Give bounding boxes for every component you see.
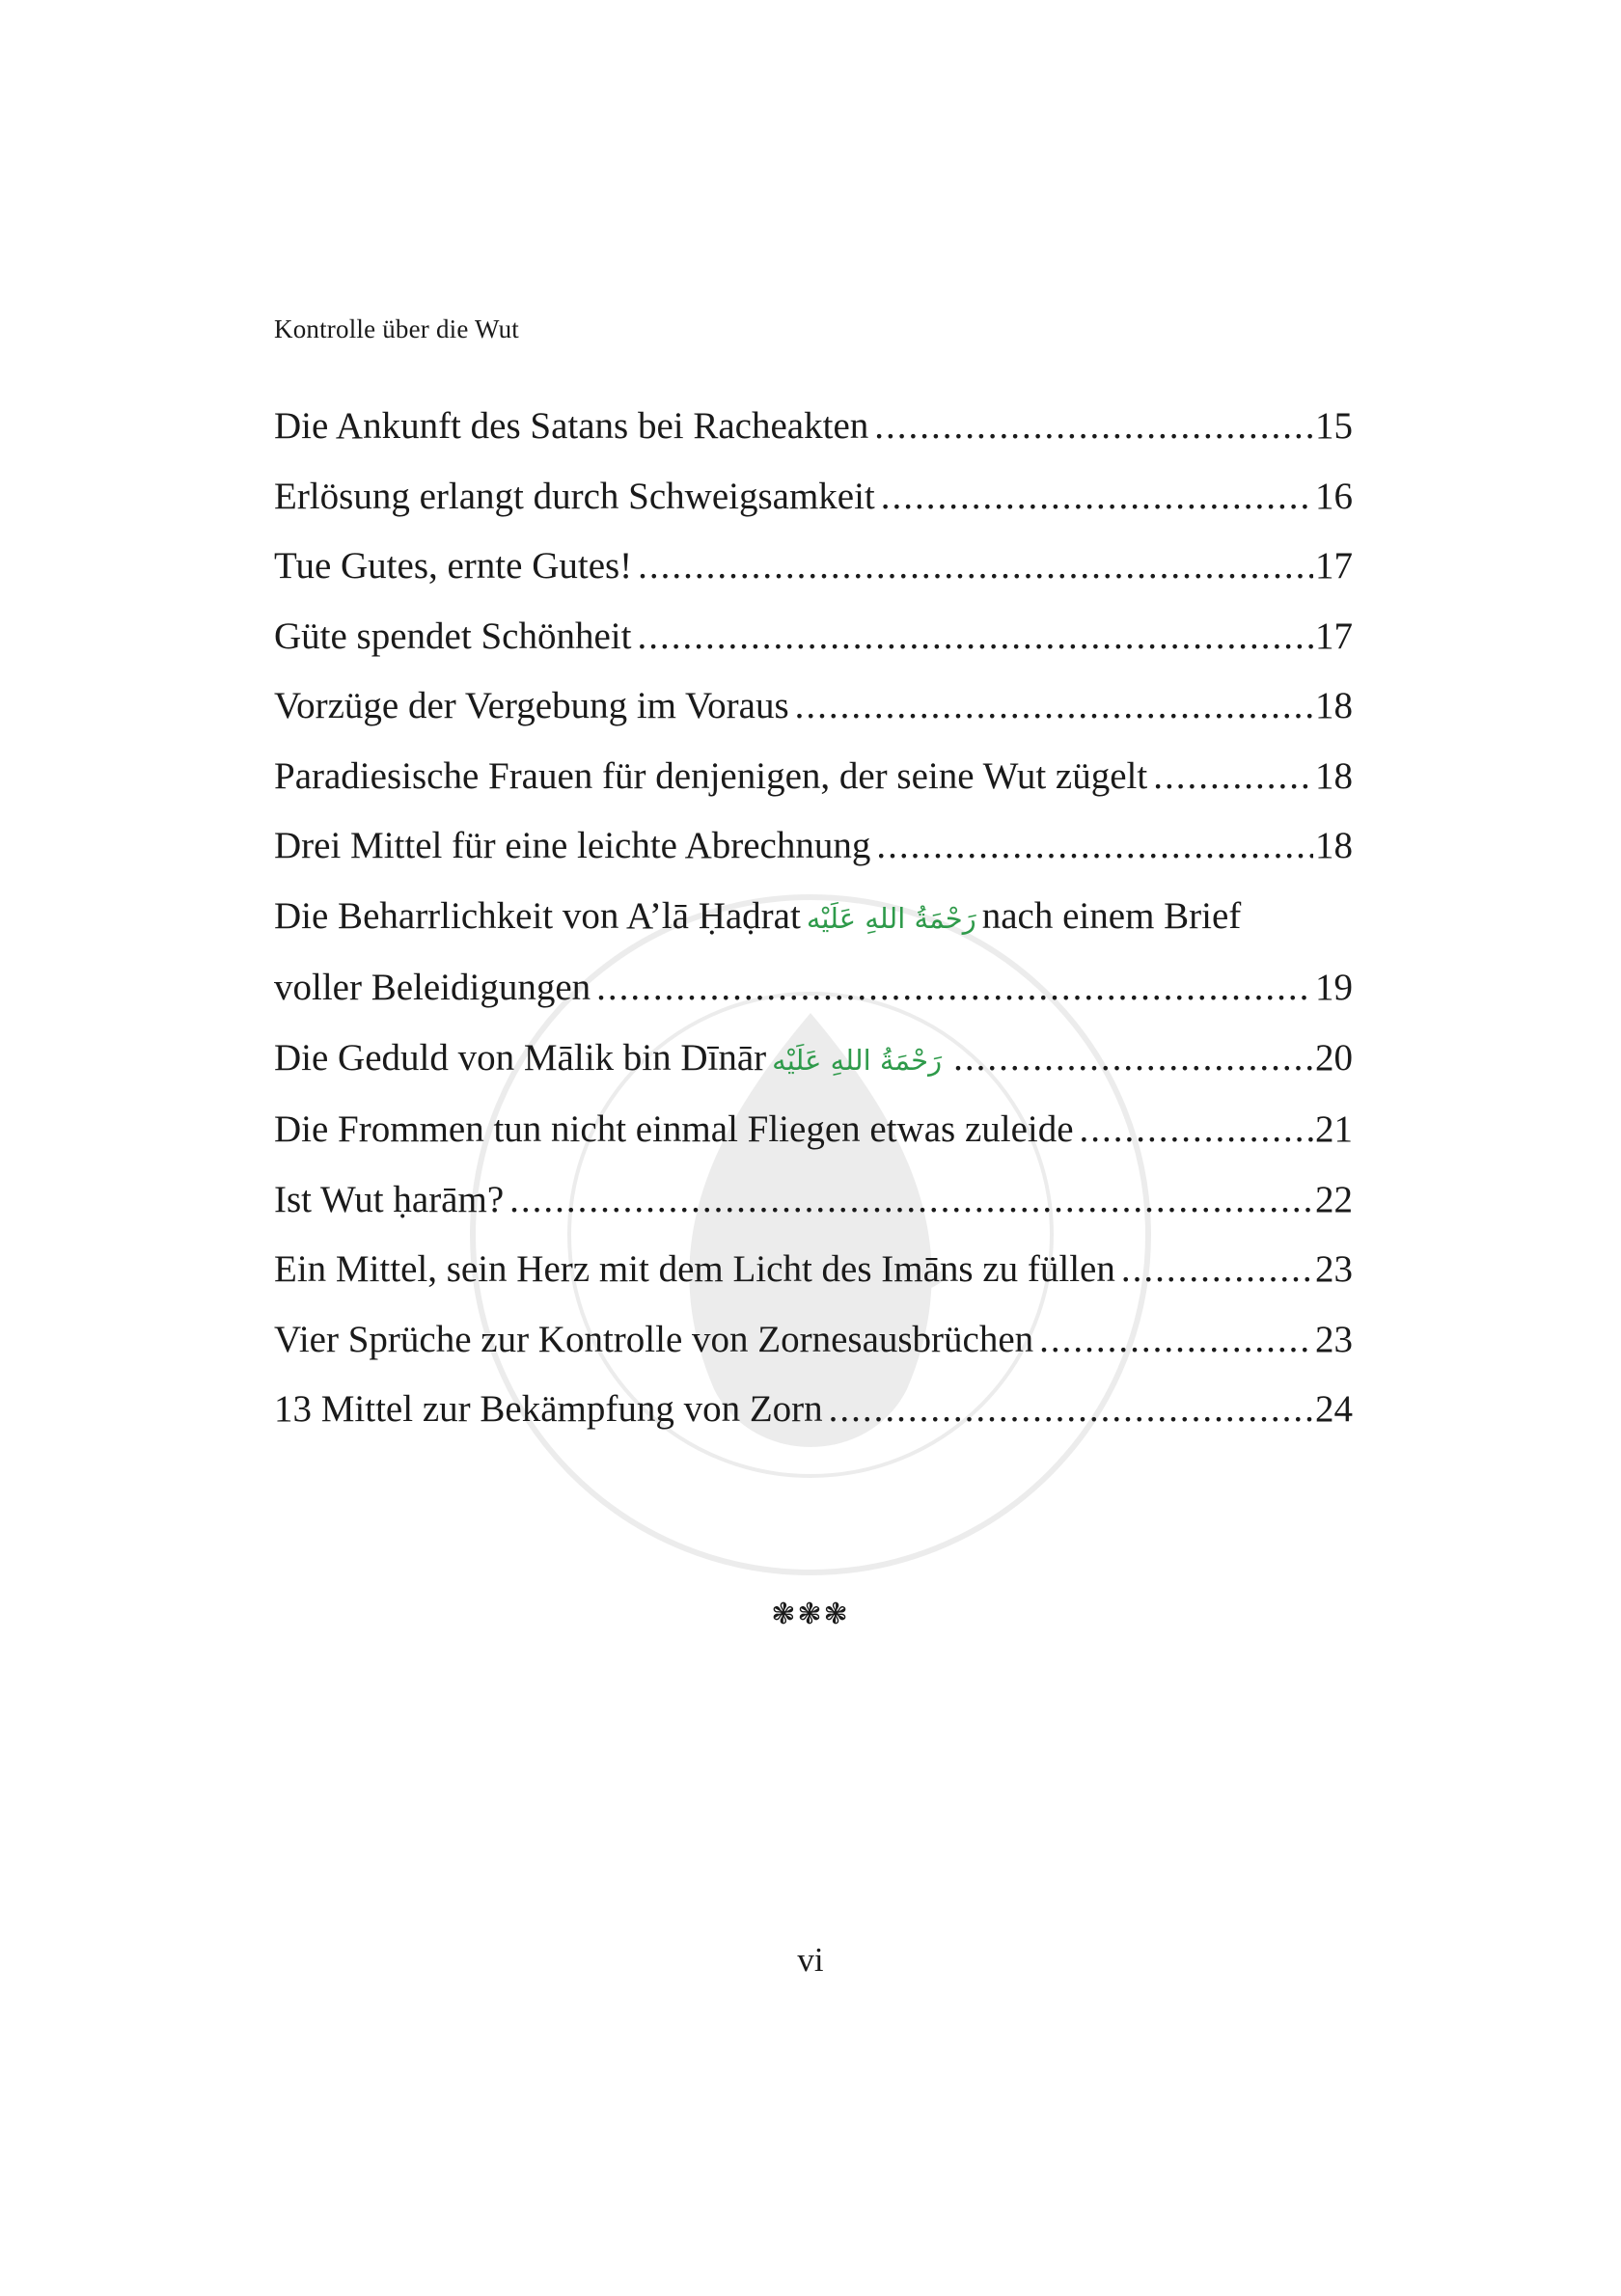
toc-entry-title: Tue Gutes, ernte Gutes! (274, 545, 633, 587)
toc-entry[interactable] (274, 1305, 1353, 1376)
toc-entry-page: 23 (1315, 1318, 1353, 1360)
toc-entry[interactable] (274, 1165, 1353, 1236)
dot-leader (1080, 1095, 1313, 1165)
toc-entry-second-line (274, 953, 1353, 1024)
toc-entry-page: 16 (1315, 475, 1353, 517)
toc-entry-title: voller Beleidigungen (274, 967, 591, 1008)
toc-entry-title: Paradiesische Frauen für denjenigen, der seine Wut zügelt (274, 754, 1148, 797)
page-number: vi (797, 1941, 824, 1979)
toc-entry-page: 17 (1315, 615, 1353, 657)
dot-leader (829, 1375, 1313, 1445)
toc-entry[interactable] (274, 532, 1353, 602)
dot-leader (1039, 1305, 1313, 1376)
toc-entry-title: Ist Wut ḥarām? (274, 1178, 505, 1220)
toc-entry-page: 17 (1315, 545, 1353, 587)
toc-entry-page: 20 (1315, 1036, 1353, 1079)
toc-entry[interactable] (274, 462, 1353, 533)
toc-entry-title: 13 Mittel zur Bekämpfung von Zorn (274, 1388, 823, 1430)
toc-entry-page: 19 (1315, 967, 1353, 1008)
honorific-arabic: رَحْمَةُ اللهِ عَلَيْه (772, 1043, 943, 1077)
toc-entry-page: 15 (1315, 405, 1353, 447)
toc-entry-page: 24 (1315, 1388, 1353, 1430)
dot-leader (1121, 1235, 1313, 1305)
toc-entry-title: Erlösung erlangt durch Schweigsamkeit (274, 475, 875, 517)
toc-entry[interactable] (274, 671, 1353, 742)
toc-entry-title-text: Die Geduld von Mālik bin Dīnār (274, 1036, 767, 1079)
toc-entry[interactable] (274, 811, 1353, 882)
section-separator-ornament: ❃❃❃ (771, 1598, 850, 1631)
honorific-arabic: رَحْمَةُ اللهِ عَلَيْه (806, 901, 976, 935)
toc-entry-title: Güte spendet Schönheit (274, 615, 632, 657)
toc-entry-title: Vier Sprüche zur Kontrolle von Zornesausbrüchen (274, 1318, 1034, 1360)
dot-leader (953, 1024, 1313, 1094)
toc-entry-page: 21 (1315, 1108, 1353, 1150)
toc-entry[interactable] (274, 602, 1353, 672)
toc-entry[interactable] (274, 1235, 1353, 1305)
toc-entry-title: Vorzüge der Vergebung im Voraus (274, 685, 789, 726)
toc-entry-title-continuation: nach einem Brief (981, 894, 1242, 937)
running-header: Kontrolle über die Wut (274, 314, 520, 343)
dot-leader (795, 671, 1313, 742)
toc-entry-page: 18 (1315, 754, 1353, 797)
toc-entry-page: 23 (1315, 1248, 1353, 1290)
toc-entry-first-line (274, 882, 1353, 954)
dot-leader (876, 811, 1313, 882)
toc-entry-title: Drei Mittel für eine leichte Abrechnung (274, 825, 871, 866)
toc-entry-title: Ein Mittel, sein Herz mit dem Licht des Imāns zu füllen (274, 1248, 1115, 1290)
dot-leader (881, 462, 1313, 533)
dot-leader (509, 1165, 1313, 1236)
toc-entry[interactable] (274, 1024, 1353, 1096)
toc-entry-page: 18 (1315, 825, 1353, 866)
dot-leader (1153, 742, 1313, 812)
toc-entry-multiline[interactable] (274, 882, 1353, 1024)
toc-entry-page: 22 (1315, 1178, 1353, 1220)
table-of-contents (274, 392, 1353, 1445)
dot-leader (874, 392, 1313, 462)
toc-entry-title: Die Ankunft des Satans bei Racheakten (274, 405, 869, 447)
toc-entry-page: 18 (1315, 685, 1353, 726)
toc-entry-title: Die Beharrlichkeit von A’lā Ḥaḍrat (274, 894, 801, 937)
toc-entry[interactable] (274, 1095, 1353, 1165)
toc-entry[interactable] (274, 742, 1353, 812)
toc-entry[interactable] (274, 1375, 1353, 1445)
toc-entry[interactable] (274, 392, 1353, 462)
dot-leader (596, 953, 1313, 1024)
toc-entry-title (274, 1024, 948, 1096)
dot-leader (638, 532, 1313, 602)
toc-entry-title: Die Frommen tun nicht einmal Fliegen etwas zuleide (274, 1108, 1074, 1150)
dot-leader (637, 602, 1313, 672)
